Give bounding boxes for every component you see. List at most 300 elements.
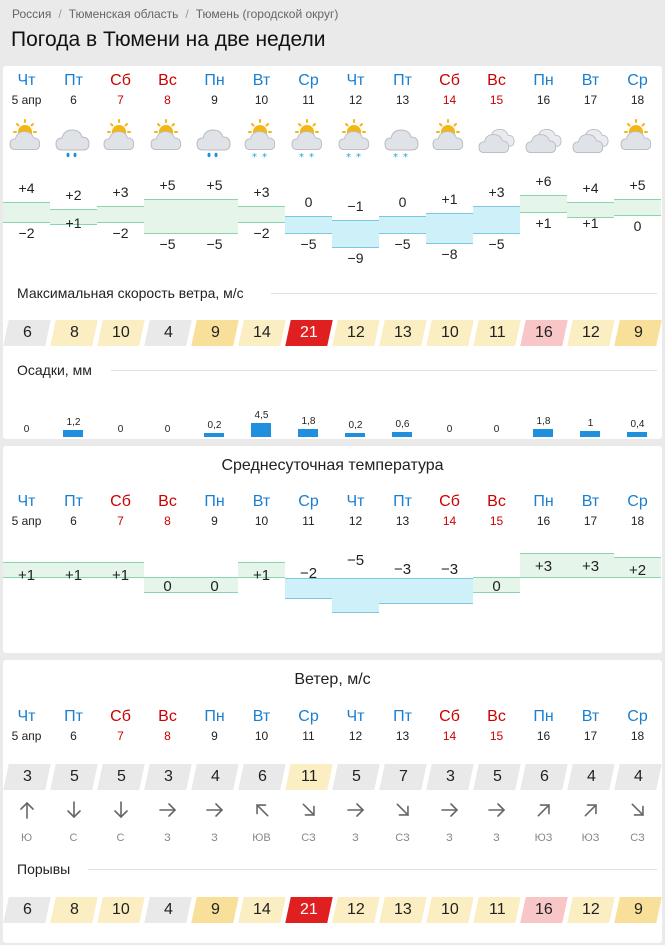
temp-max: +5 bbox=[629, 176, 646, 193]
day-date: 9 bbox=[211, 729, 218, 743]
avg-temp-band bbox=[379, 578, 426, 604]
wind-badge bbox=[379, 764, 427, 790]
day-name[interactable]: Сб bbox=[439, 708, 460, 725]
avg-temp-value: +1 bbox=[17, 566, 36, 584]
temp-max: +3 bbox=[488, 183, 505, 200]
svg-text:*: * bbox=[299, 152, 304, 163]
wind-direction-label: С bbox=[69, 832, 78, 844]
temp-max: +4 bbox=[582, 180, 599, 196]
day-date: 5 апр bbox=[11, 93, 42, 107]
day-date: 11 bbox=[302, 93, 315, 107]
badge-value: 4 bbox=[163, 901, 173, 918]
svg-text:*: * bbox=[346, 152, 351, 163]
avg-temp-value: −2 bbox=[299, 565, 318, 582]
svg-text:*: * bbox=[356, 152, 361, 163]
page-title: Погода в Тюмени на две недели bbox=[11, 28, 326, 51]
sun-cloud-snow-icon bbox=[332, 118, 379, 166]
cloud-snow-icon bbox=[379, 118, 426, 166]
badge-value: 3 bbox=[163, 768, 173, 785]
day-name[interactable]: Пт bbox=[393, 708, 412, 725]
badge-value: 3 bbox=[22, 768, 32, 785]
max_wind-badge bbox=[567, 320, 615, 346]
day-name[interactable]: Вс bbox=[158, 708, 177, 725]
day-name[interactable]: Сб bbox=[439, 72, 460, 89]
day-date: 14 bbox=[442, 514, 457, 528]
day-name[interactable]: Чт bbox=[346, 708, 365, 725]
svg-text:*: * bbox=[393, 152, 398, 163]
gusts-badge bbox=[614, 897, 662, 923]
temp-max: +6 bbox=[535, 173, 552, 189]
temp-min: −2 bbox=[253, 225, 270, 241]
wind-direction-label: С bbox=[116, 832, 125, 844]
precip-value: 0 bbox=[164, 424, 171, 435]
day-name[interactable]: Вс bbox=[158, 72, 177, 89]
day-date: 13 bbox=[395, 93, 410, 107]
wind-badge bbox=[473, 764, 521, 790]
max_wind-badge bbox=[426, 320, 474, 346]
temp-max: +5 bbox=[159, 176, 176, 193]
max_wind-badge bbox=[144, 320, 192, 346]
avg-temp-value: −3 bbox=[393, 560, 412, 578]
gusts-badge bbox=[50, 897, 98, 923]
avg-temp-band bbox=[426, 578, 473, 604]
temp-band bbox=[473, 206, 520, 234]
temp-band bbox=[614, 199, 661, 217]
badge-value: 9 bbox=[633, 901, 643, 918]
temp-min: −5 bbox=[300, 235, 317, 252]
day-name[interactable]: Пт bbox=[64, 72, 83, 89]
temp-min: −5 bbox=[488, 235, 505, 252]
badge-value: 13 bbox=[394, 324, 412, 341]
badge-value: 16 bbox=[535, 324, 553, 341]
day-name[interactable]: Ср bbox=[627, 708, 648, 725]
day-name[interactable]: Ср bbox=[298, 708, 319, 725]
wind-direction-label: СЗ bbox=[395, 832, 410, 844]
precip-value: 0,2 bbox=[348, 419, 363, 431]
temp-min: −2 bbox=[18, 225, 35, 241]
day-name[interactable]: Вс bbox=[487, 708, 506, 725]
arrow-down-icon bbox=[97, 800, 144, 824]
badge-value: 5 bbox=[116, 768, 126, 785]
arrow-down-right-icon bbox=[614, 800, 661, 824]
avg-temp-title: Среднесуточная температура bbox=[221, 457, 444, 474]
day-date: 17 bbox=[583, 514, 598, 528]
day-date: 8 bbox=[164, 514, 171, 528]
temp-min: +1 bbox=[582, 214, 599, 231]
gusts-badge bbox=[473, 897, 521, 923]
temp-band bbox=[379, 216, 426, 234]
temp-min: −5 bbox=[394, 235, 411, 252]
wind-badge bbox=[238, 764, 286, 790]
temp-min: −9 bbox=[347, 249, 364, 266]
day-name[interactable]: Пт bbox=[64, 493, 83, 510]
avg-temp-band bbox=[332, 578, 379, 613]
day-date: 17 bbox=[583, 93, 598, 107]
precip-bar bbox=[392, 432, 412, 437]
divider bbox=[271, 293, 657, 294]
badge-value: 6 bbox=[22, 324, 32, 341]
temp-min: −2 bbox=[112, 225, 129, 241]
temp-band bbox=[285, 216, 332, 234]
avg-temp-value: +1 bbox=[252, 566, 271, 584]
temp-min: 0 bbox=[633, 218, 642, 234]
temp-max: 0 bbox=[398, 194, 407, 210]
precip-bar bbox=[251, 423, 271, 437]
day-name[interactable]: Пн bbox=[533, 72, 554, 89]
breadcrumb-separator: / bbox=[185, 7, 189, 21]
precip-bar bbox=[204, 433, 224, 437]
precip-value: 1 bbox=[587, 417, 594, 429]
day-name[interactable]: Сб bbox=[110, 708, 131, 725]
day-date: 16 bbox=[536, 729, 551, 743]
cloud-rain-icon bbox=[191, 118, 238, 166]
max_wind-badge bbox=[3, 320, 51, 346]
gusts-badge bbox=[191, 897, 239, 923]
temp-max: 0 bbox=[304, 194, 313, 210]
day-date: 11 bbox=[302, 514, 315, 528]
breadcrumb-item-city[interactable]: Тюмень (городской округ) bbox=[195, 7, 339, 21]
day-name[interactable]: Сб bbox=[110, 72, 131, 89]
max_wind-badge bbox=[379, 320, 427, 346]
day-date: 6 bbox=[70, 514, 77, 528]
day-name[interactable]: Пт bbox=[393, 493, 412, 510]
day-date: 8 bbox=[164, 93, 171, 107]
day-name[interactable]: Пн bbox=[533, 493, 554, 510]
max_wind-badge bbox=[97, 320, 145, 346]
precip-value: 1,8 bbox=[301, 416, 316, 428]
gusts-label: Порывы bbox=[17, 861, 71, 877]
badge-value: 5 bbox=[351, 768, 361, 785]
wind-direction-label: З bbox=[164, 832, 171, 844]
arrow-down-icon bbox=[50, 800, 97, 824]
max_wind-badge bbox=[520, 320, 568, 346]
badge-value: 4 bbox=[163, 324, 173, 341]
gusts-badge bbox=[426, 897, 474, 923]
avg-temp-value: 0 bbox=[210, 578, 219, 595]
wind-direction-label: Ю bbox=[20, 832, 33, 844]
day-date: 17 bbox=[583, 729, 598, 743]
arrow-up-right-icon bbox=[520, 800, 567, 824]
temp-min: −5 bbox=[159, 235, 176, 252]
day-name[interactable]: Вт bbox=[581, 708, 600, 725]
avg-temp-value: 0 bbox=[492, 578, 501, 595]
day-name[interactable]: Пн bbox=[204, 72, 225, 89]
temp-min: −5 bbox=[206, 235, 223, 252]
wind-title: Ветер, м/с bbox=[294, 671, 371, 688]
arrow-up-right-icon bbox=[567, 800, 614, 824]
day-name[interactable]: Чт bbox=[17, 72, 36, 89]
day-name[interactable]: Вс bbox=[158, 493, 177, 510]
precip-bar bbox=[298, 429, 318, 437]
precip-value: 0 bbox=[117, 424, 124, 435]
arrow-down-right-icon bbox=[379, 800, 426, 824]
precip-value: 1,2 bbox=[66, 417, 81, 429]
day-name[interactable]: Вт bbox=[581, 493, 600, 510]
sun-cloud-icon bbox=[614, 118, 661, 166]
temp-band bbox=[97, 206, 144, 224]
gusts-badge bbox=[520, 897, 568, 923]
max_wind-badge bbox=[285, 320, 333, 346]
day-date: 7 bbox=[117, 514, 124, 528]
sun-cloud-snow-icon bbox=[238, 118, 285, 166]
badge-value: 6 bbox=[22, 901, 32, 918]
badge-value: 12 bbox=[347, 901, 365, 918]
badge-value: 4 bbox=[633, 768, 643, 785]
badge-value: 12 bbox=[582, 324, 600, 341]
badge-value: 16 bbox=[535, 901, 553, 918]
badge-value: 8 bbox=[69, 324, 79, 341]
arrow-right-icon bbox=[332, 800, 379, 824]
day-name[interactable]: Чт bbox=[17, 708, 36, 725]
avg-temp-card bbox=[3, 446, 662, 653]
wind-direction-label: З bbox=[446, 832, 453, 844]
day-date: 9 bbox=[211, 93, 218, 107]
temp-band bbox=[238, 206, 285, 224]
gusts-badge bbox=[379, 897, 427, 923]
clouds-icon bbox=[520, 118, 567, 166]
gusts-badge bbox=[3, 897, 51, 923]
precip-value: 0 bbox=[446, 424, 453, 435]
day-date: 5 апр bbox=[11, 729, 42, 743]
max_wind-badge bbox=[473, 320, 521, 346]
badge-value: 12 bbox=[582, 901, 600, 918]
day-name[interactable]: Вт bbox=[252, 493, 271, 510]
gusts-badge bbox=[567, 897, 615, 923]
avg-temp-value: −3 bbox=[440, 560, 459, 578]
temp-band bbox=[520, 195, 567, 213]
sun-cloud-icon bbox=[97, 118, 144, 166]
day-name[interactable]: Вт bbox=[252, 708, 271, 725]
clouds-icon bbox=[567, 118, 614, 166]
day-name[interactable]: Сб bbox=[439, 493, 460, 510]
day-name[interactable]: Чт bbox=[17, 493, 36, 510]
day-date: 9 bbox=[211, 514, 218, 528]
temp-max: +5 bbox=[206, 176, 223, 193]
avg-temp-value: +1 bbox=[111, 566, 130, 584]
day-date: 10 bbox=[254, 93, 269, 107]
precip-value: 0,2 bbox=[207, 419, 222, 431]
gusts-badge bbox=[332, 897, 380, 923]
day-date: 18 bbox=[630, 514, 645, 528]
temp-min: +1 bbox=[65, 214, 82, 231]
day-date: 15 bbox=[489, 729, 504, 743]
badge-value: 3 bbox=[445, 768, 455, 785]
temp-max: +1 bbox=[441, 190, 458, 207]
day-name[interactable]: Пн bbox=[204, 493, 225, 510]
breadcrumb-separator: / bbox=[58, 7, 62, 21]
precip-bar bbox=[627, 432, 647, 437]
badge-value: 6 bbox=[257, 768, 267, 785]
arrow-up-icon bbox=[3, 800, 50, 824]
wind-badge bbox=[614, 764, 662, 790]
day-name[interactable]: Пн bbox=[533, 708, 554, 725]
day-date: 6 bbox=[70, 93, 77, 107]
avg-temp-value: −5 bbox=[346, 551, 365, 569]
temp-max: +3 bbox=[253, 183, 270, 200]
badge-value: 5 bbox=[492, 768, 502, 785]
avg-temp-value: +2 bbox=[628, 562, 647, 579]
avg-temp-value: 0 bbox=[163, 578, 172, 595]
day-date: 13 bbox=[395, 514, 410, 528]
wind-direction-label: З bbox=[493, 832, 500, 844]
badge-value: 6 bbox=[539, 768, 549, 785]
precip-bar bbox=[580, 431, 600, 437]
day-date: 18 bbox=[630, 729, 645, 743]
day-name[interactable]: Чт bbox=[346, 72, 365, 89]
day-name[interactable]: Ср bbox=[298, 493, 319, 510]
precip-bar bbox=[63, 430, 83, 437]
badge-value: 11 bbox=[488, 901, 506, 918]
day-name[interactable]: Ср bbox=[627, 493, 648, 510]
badge-value: 10 bbox=[441, 901, 459, 918]
breadcrumb-item-region[interactable]: Тюменская область bbox=[68, 7, 179, 21]
day-date: 14 bbox=[442, 729, 457, 743]
gusts-badge bbox=[97, 897, 145, 923]
svg-text:*: * bbox=[309, 152, 314, 163]
day-date: 16 bbox=[536, 93, 551, 107]
badge-value: 9 bbox=[633, 324, 643, 341]
badge-value: 4 bbox=[586, 768, 596, 785]
max_wind-badge bbox=[238, 320, 286, 346]
day-name[interactable]: Вс bbox=[487, 493, 506, 510]
day-date: 5 апр bbox=[11, 514, 42, 528]
day-date: 14 bbox=[442, 93, 457, 107]
avg-temp-value: +3 bbox=[581, 557, 600, 575]
badge-value: 5 bbox=[69, 768, 79, 785]
precip-value: 0,6 bbox=[395, 418, 410, 430]
clouds-icon bbox=[473, 118, 520, 166]
day-date: 8 bbox=[164, 729, 171, 743]
precip-value: 0,4 bbox=[630, 419, 645, 431]
divider bbox=[88, 869, 657, 870]
precip-value: 0 bbox=[23, 424, 30, 435]
wind-badge bbox=[3, 764, 51, 790]
arrow-right-icon bbox=[191, 800, 238, 824]
badge-value: 7 bbox=[398, 768, 408, 785]
sun-cloud-icon bbox=[3, 118, 50, 166]
badge-value: 9 bbox=[210, 901, 220, 918]
day-name[interactable]: Пт bbox=[393, 72, 412, 89]
badge-value: 21 bbox=[300, 324, 318, 341]
wind-badge bbox=[567, 764, 615, 790]
day-date: 15 bbox=[489, 514, 504, 528]
badge-value: 14 bbox=[253, 324, 271, 341]
svg-text:*: * bbox=[252, 152, 257, 163]
wind-direction-label: ЮЗ bbox=[581, 832, 600, 844]
wind-card bbox=[3, 660, 662, 943]
max_wind-badge bbox=[332, 320, 380, 346]
badge-value: 11 bbox=[300, 768, 318, 785]
temp-max: +2 bbox=[65, 187, 82, 203]
max_wind-badge bbox=[191, 320, 239, 346]
temp-band bbox=[426, 213, 473, 245]
day-date: 12 bbox=[348, 514, 363, 528]
day-date: 7 bbox=[117, 729, 124, 743]
wind-badge bbox=[285, 764, 333, 790]
wind-badge bbox=[50, 764, 98, 790]
max-wind-label: Максимальная скорость ветра, м/с bbox=[17, 285, 244, 301]
temp-band bbox=[191, 199, 238, 234]
wind-badge bbox=[520, 764, 568, 790]
avg-temp-value: +3 bbox=[534, 557, 553, 575]
wind-direction-label: З bbox=[352, 832, 359, 844]
max_wind-badge bbox=[50, 320, 98, 346]
svg-text:*: * bbox=[403, 152, 408, 163]
arrow-right-icon bbox=[426, 800, 473, 824]
temp-max: +4 bbox=[18, 180, 35, 196]
day-name[interactable]: Пт bbox=[64, 708, 83, 725]
badge-value: 4 bbox=[210, 768, 220, 785]
wind-direction-label: СЗ bbox=[301, 832, 316, 844]
badge-value: 11 bbox=[488, 324, 506, 341]
gusts-badge bbox=[238, 897, 286, 923]
temp-min: +1 bbox=[535, 214, 552, 231]
day-date: 10 bbox=[254, 514, 269, 528]
temp-max: −1 bbox=[347, 197, 364, 214]
forecast-card bbox=[3, 66, 662, 439]
precip-bar bbox=[533, 429, 553, 437]
badge-value: 9 bbox=[210, 324, 220, 341]
day-date: 6 bbox=[70, 729, 77, 743]
badge-value: 10 bbox=[112, 324, 130, 341]
day-date: 18 bbox=[630, 93, 645, 107]
temp-band bbox=[144, 199, 191, 234]
precip-value: 0 bbox=[493, 424, 500, 435]
precip-label: Осадки, мм bbox=[17, 362, 92, 378]
day-date: 13 bbox=[395, 729, 410, 743]
day-name[interactable]: Ср bbox=[298, 72, 319, 89]
breadcrumb bbox=[12, 7, 338, 21]
temp-band bbox=[3, 202, 50, 223]
day-name[interactable]: Чт bbox=[346, 493, 365, 510]
badge-value: 10 bbox=[112, 901, 130, 918]
sun-cloud-icon bbox=[426, 118, 473, 166]
wind-badge bbox=[144, 764, 192, 790]
badge-value: 10 bbox=[441, 324, 459, 341]
arrow-up-left-icon bbox=[238, 800, 285, 824]
day-name[interactable]: Вс bbox=[487, 72, 506, 89]
day-date: 16 bbox=[536, 514, 551, 528]
badge-value: 13 bbox=[394, 901, 412, 918]
day-name[interactable]: Вт bbox=[252, 72, 271, 89]
precip-value: 1,8 bbox=[536, 416, 551, 428]
day-name[interactable]: Вт bbox=[581, 72, 600, 89]
day-date: 10 bbox=[254, 729, 269, 743]
day-name[interactable]: Ср bbox=[627, 72, 648, 89]
temp-max: +3 bbox=[112, 183, 129, 200]
wind-badge bbox=[191, 764, 239, 790]
sun-cloud-icon bbox=[144, 118, 191, 166]
breadcrumb-item-russia[interactable]: Россия bbox=[12, 7, 52, 21]
precip-value: 4,5 bbox=[254, 410, 269, 422]
wind-badge bbox=[332, 764, 380, 790]
avg-temp-value: +1 bbox=[64, 566, 83, 584]
svg-text:*: * bbox=[262, 152, 267, 163]
divider bbox=[111, 370, 657, 371]
wind-badge bbox=[426, 764, 474, 790]
badge-value: 8 bbox=[69, 901, 79, 918]
day-date: 7 bbox=[117, 93, 124, 107]
arrow-right-icon bbox=[144, 800, 191, 824]
day-name[interactable]: Пн bbox=[204, 708, 225, 725]
arrow-right-icon bbox=[473, 800, 520, 824]
day-name[interactable]: Сб bbox=[110, 493, 131, 510]
gusts-badge bbox=[285, 897, 333, 923]
arrow-down-right-icon bbox=[285, 800, 332, 824]
badge-value: 12 bbox=[347, 324, 365, 341]
day-date: 15 bbox=[489, 93, 504, 107]
gusts-badge bbox=[144, 897, 192, 923]
